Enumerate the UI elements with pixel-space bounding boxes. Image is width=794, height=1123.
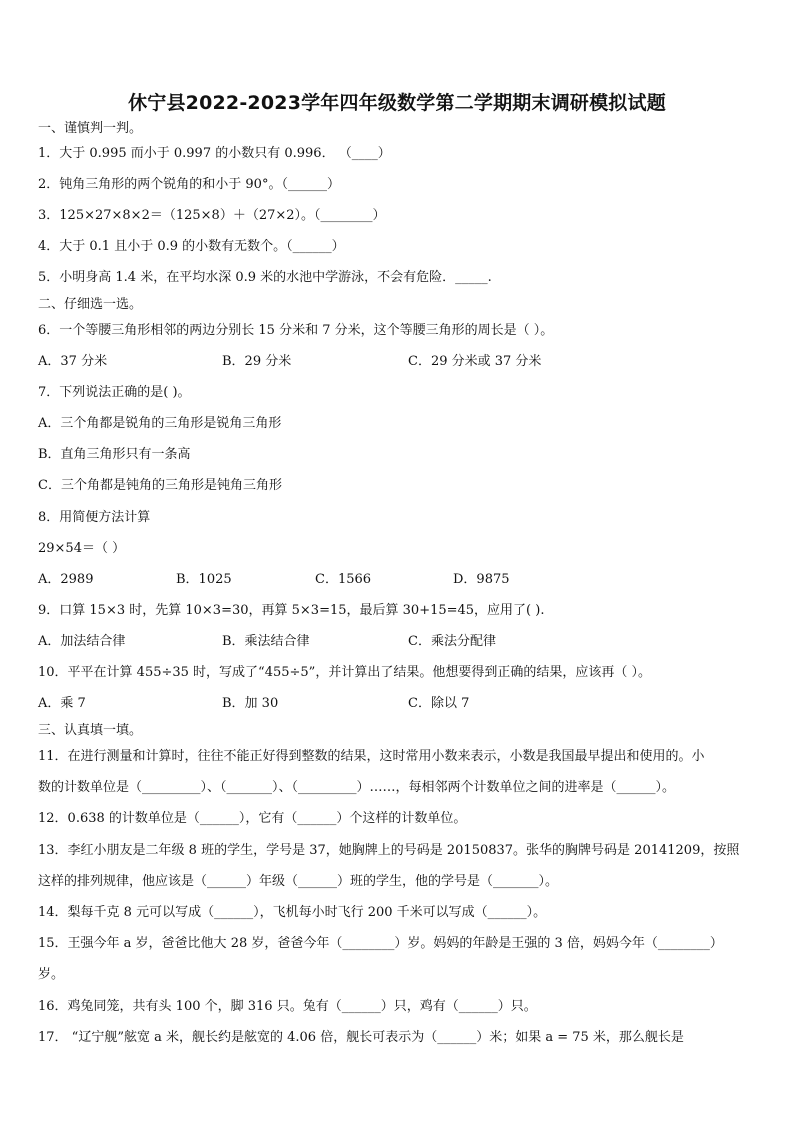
q6-option-a: A．37 分米 — [38, 354, 108, 369]
question-15-line-2: 岁。 — [38, 967, 65, 982]
q8-option-a: A．2989 — [38, 572, 94, 587]
page-title: 休宁县2022-2023学年四年级数学第二学期期末调研模拟试题 — [128, 92, 666, 114]
question-6: 6．一个等腰三角形相邻的两边分别长 15 分米和 7 分米，这个等腰三角形的周长是（ ）。 — [38, 323, 554, 338]
q10-option-c: C．除以 7 — [408, 696, 470, 711]
q8-option-c: C．1566 — [315, 572, 372, 587]
question-17: 17． “辽宁舰”舷宽 a 米，舰长约是舷宽的 4.06 倍，舰长可表示为（______）米；如果 a = 75 米，那么舰长是 — [38, 1030, 684, 1045]
question-11-line-1: 11．在进行测量和计算时，往往不能正好得到整数的结果，这时常用小数来表示，小数是我国最早提出和使用的。小 — [38, 749, 705, 764]
q9-option-b: B．乘法结合律 — [222, 634, 310, 649]
question-11-line-2: 数的计数单位是（_________）、（_______）、（_________）……，每相邻两个计数单位之间的进率是（______）。 — [38, 780, 676, 795]
question-3: 3．125×27×8×2＝（125×8）＋（27×2）。（________） — [38, 208, 386, 223]
q8-option-b: B．1025 — [176, 572, 232, 587]
q7-option-a: A．三个角都是锐角的三角形是锐角三角形 — [38, 416, 282, 431]
question-2: 2．钝角三角形的两个锐角的和小于 90°。（______） — [38, 177, 340, 192]
q9-option-a: A．加法结合律 — [38, 634, 126, 649]
q10-option-b: B．加 30 — [222, 696, 279, 711]
section-1-heading: 一、谨慎判一判。 — [38, 121, 143, 136]
question-15-line-1: 15．王强今年 a 岁，爸爸比他大 28 岁，爸爸今年（________）岁。妈妈的年龄是王强的 3 倍，妈妈今年（________） — [38, 936, 723, 951]
q10-option-a: A．乘 7 — [38, 696, 86, 711]
q8-expression: 29×54＝（ ） — [38, 541, 126, 556]
question-10: 10．平平在计算 455÷35 时，写成了“455÷5”，并计算出了结果。他想要得到正确的结果，应该再（ ）。 — [38, 665, 651, 680]
question-9: 9．口算 15×3 时，先算 10×3=30，再算 5×3=15，最后算 30+15=45，应用了( ). — [38, 603, 545, 618]
question-1: 1．大于 0.995 而小于 0.997 的小数只有 0.996． （____） — [38, 146, 391, 161]
section-3-heading: 三、认真填一填。 — [38, 723, 143, 738]
question-4: 4．大于 0.1 且小于 0.9 的小数有无数个。（______） — [38, 239, 345, 254]
q9-option-c: C．乘法分配律 — [408, 634, 496, 649]
q6-option-c: C．29 分米或 37 分米 — [408, 354, 542, 369]
q8-option-d: D．9875 — [453, 572, 510, 587]
question-7: 7．下列说法正确的是( )。 — [38, 385, 191, 400]
q7-option-c: C．三个角都是钝角的三角形是钝角三角形 — [38, 478, 282, 493]
q7-option-b: B．直角三角形只有一条高 — [38, 447, 191, 462]
question-14: 14．梨每千克 8 元可以写成（______），飞机每小时飞行 200 千米可以写成（______）。 — [38, 905, 547, 920]
section-2-heading: 二、仔细选一选。 — [38, 297, 143, 312]
question-13-line-1: 13．李红小朋友是二年级 8 班的学生，学号是 37，她胸牌上的号码是 20150837。张华的胸牌号码是 20141209，按照 — [38, 843, 740, 858]
q6-option-b: B．29 分米 — [222, 354, 292, 369]
question-13-line-2: 这样的排列规律，他应该是（______）年级（______）班的学生，他的学号是（_______）。 — [38, 874, 559, 889]
question-12: 12．0.638 的计数单位是（______），它有（______）个这样的计数单位。 — [38, 811, 467, 826]
question-16: 16．鸡兔同笼，共有头 100 个，脚 316 只。兔有（______）只，鸡有（______）只。 — [38, 999, 537, 1014]
question-8: 8．用简便方法计算 — [38, 510, 151, 525]
question-5: 5．小明身高 1.4 米，在平均水深 0.9 米的水池中学游泳，不会有危险．_____. — [38, 270, 492, 285]
